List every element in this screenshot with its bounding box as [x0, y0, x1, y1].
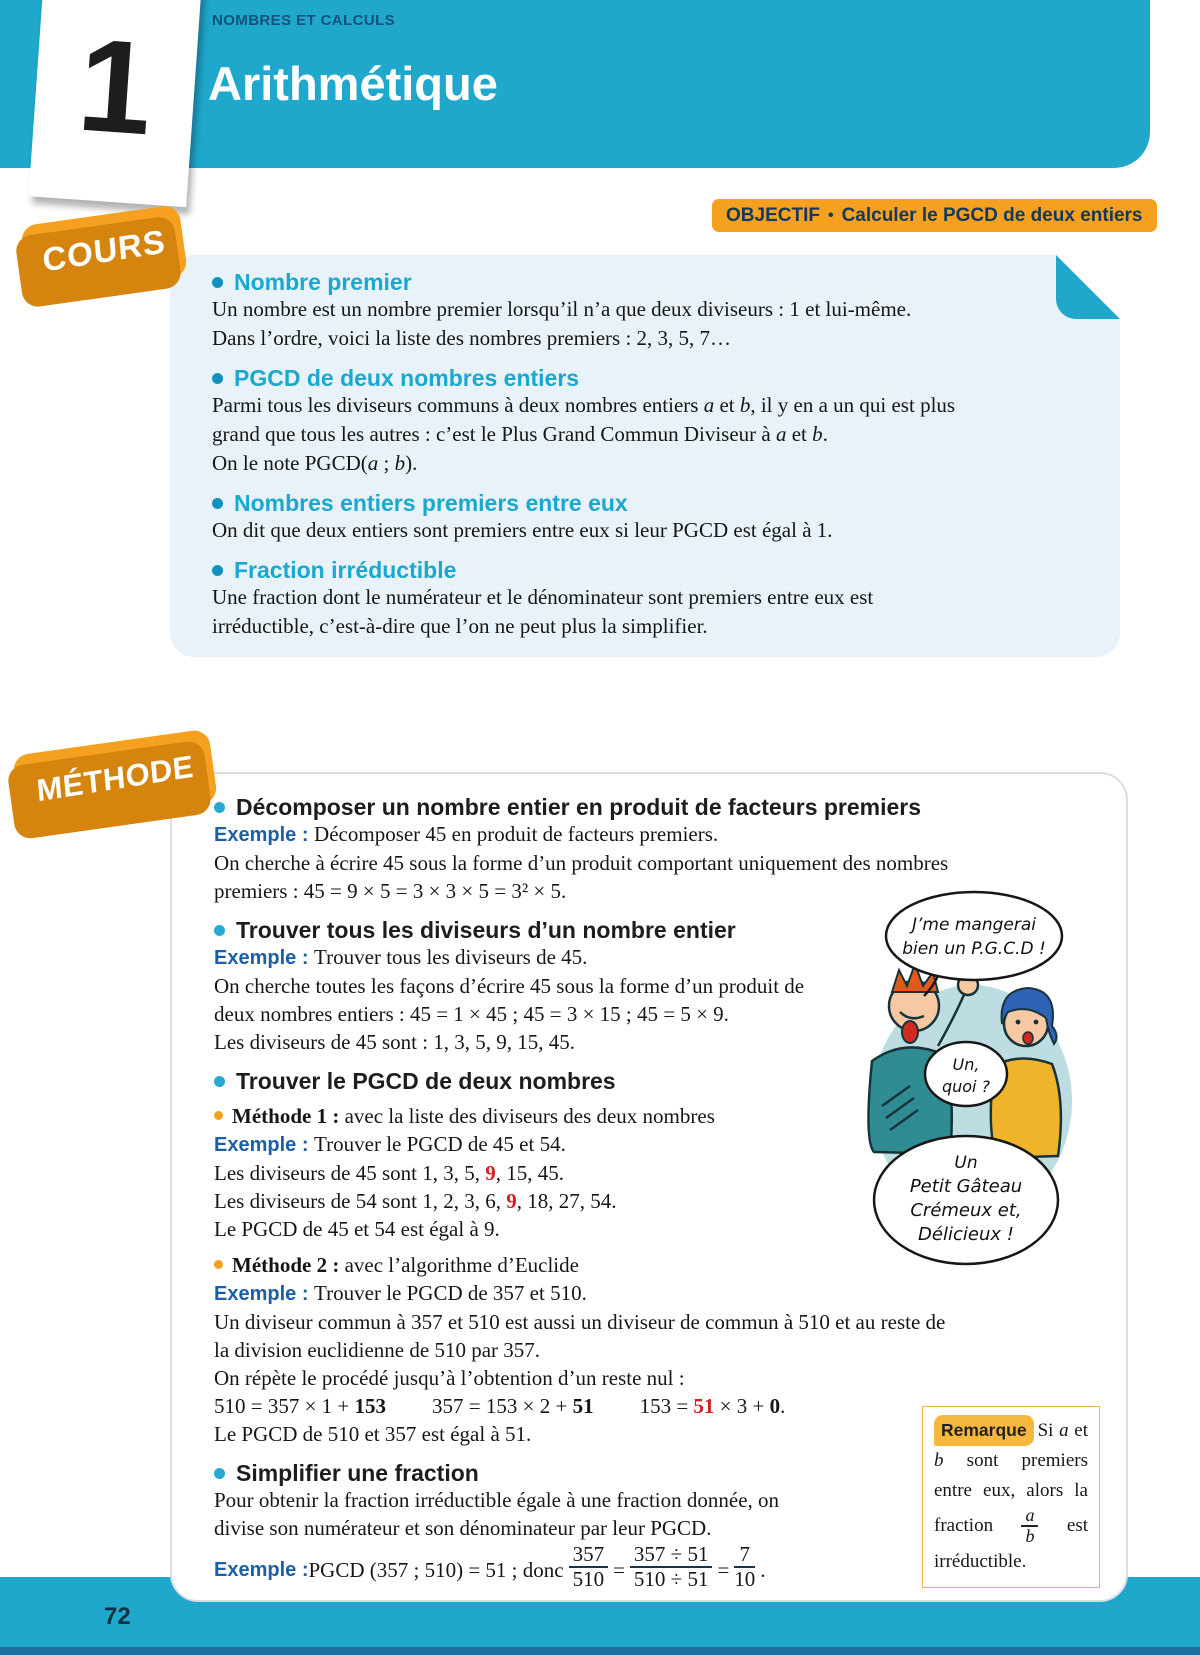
cours-section-heading: Nombres entiers premiers entre eux: [212, 490, 1084, 516]
bullet-separator-icon: •: [827, 206, 834, 224]
bullet-icon: [214, 802, 225, 813]
text-line: On le note PGCD(a ; b).: [212, 451, 418, 475]
text-line: On cherche à écrire 45 sous la forme d’un produit comportant uniquement des nombres: [214, 851, 949, 875]
cartoon-illustration: [852, 886, 1096, 1278]
methode-tab-label: MÉTHODE: [35, 748, 195, 809]
cours-section-heading: Nombre premier: [212, 269, 1084, 295]
speech-bubble-3-line-4: Délicieux !: [918, 1224, 1014, 1245]
example-line: Exemple : Décomposer 45 en produit de facteurs premiers.: [214, 822, 719, 846]
footer-edge-strip: [0, 1647, 1200, 1655]
category-label: NOMBRES ET CALCULS: [212, 12, 396, 29]
bullet-icon: [214, 1468, 225, 1479]
bullet-icon: [212, 277, 223, 288]
text-line: divise son numérateur et son dénominateur par leur PGCD.: [214, 1516, 712, 1540]
speech-bubble-2-line-1: Un,: [952, 1055, 980, 1074]
text-line: irréductible, c’est-à-dire que l’on ne peut plus la simplifier.: [212, 614, 708, 638]
cours-box: [170, 255, 1120, 657]
text-line: Un nombre est un nombre premier lorsqu’il n’a que deux diviseurs : 1 et lui-même.: [212, 297, 912, 321]
bullet-icon: [212, 373, 223, 384]
speech-bubble-2-line-2: quoi ?: [941, 1077, 991, 1096]
text-line: Une fraction dont le numérateur et le dénominateur sont premiers entre eux est: [212, 585, 874, 609]
text-line: Les diviseurs de 45 sont : 1, 3, 5, 9, 15, 45.: [214, 1030, 576, 1054]
text-line: On dit que deux entiers sont premiers entre eux si leur PGCD est égal à 1.: [212, 518, 833, 542]
objective-label: OBJECTIF: [726, 204, 820, 226]
bullet-icon: [214, 925, 225, 936]
text-line: premiers : 45 = 9 × 5 = 3 × 3 × 5 = 3² × 5.: [214, 879, 567, 903]
text-line: Le PGCD de 510 et 357 est égal à 51.: [214, 1422, 532, 1446]
speech-bubble-3-line-3: Crémeux et,: [910, 1200, 1022, 1221]
example-line: Exemple : Trouver tous les diviseurs de 45.: [214, 945, 588, 969]
text-line: grand que tous les autres : c’est le Plus Grand Commun Diviseur à a et b.: [212, 422, 828, 446]
chapter-number: 1: [73, 10, 158, 163]
cours-tab-badge: [20, 204, 188, 298]
methode-section-heading: Trouver le PGCD de deux nombres: [214, 1068, 1088, 1094]
objective-text: Calculer le PGCD de deux entiers: [841, 204, 1143, 226]
method-subheading: Méthode 1 : avec la liste des diviseurs des deux nombres: [214, 1102, 1088, 1130]
methode-section-heading: Décomposer un nombre entier en produit de facteurs premiers: [214, 794, 1088, 820]
example-line: Exemple : Trouver le PGCD de 357 et 510.: [214, 1281, 587, 1305]
text-line: Exemple : PGCD (357 ; 510) = 51 ; donc $\frac{357}{510}$ = $\frac{357 \div 51}{510 \div 51}$ = $\frac{7}{10}$ .: [214, 1542, 766, 1591]
speech-bubble-3: [874, 1136, 1058, 1264]
text-line: 510 = 357 × 1 + 153 357 = 153 × 2 + 51 153 = 51 × 3 + 0.: [214, 1394, 786, 1418]
example-line: Exemple : Trouver le PGCD de 45 et 54.: [214, 1132, 566, 1156]
cours-tab-label: COURS: [40, 222, 167, 279]
text-line: On cherche toutes les façons d’écrire 45 sous la forme d’un produit de: [214, 974, 805, 998]
text-line: la division euclidienne de 510 par 357.: [214, 1338, 541, 1362]
cours-section-heading: Fraction irréductible: [212, 557, 1084, 583]
speech-bubble-2: [925, 1042, 1007, 1106]
text-line: Les diviseurs de 45 sont 1, 3, 5, 9, 15, 45.: [214, 1161, 564, 1185]
remark-box: [922, 1406, 1100, 1588]
method-subheading: Méthode 2 : avec l’algorithme d’Euclide: [214, 1251, 1088, 1279]
chapter-number-card: [29, 0, 202, 207]
speech-bubble-3-line-2: Petit Gâteau: [909, 1176, 1023, 1197]
page-number: 72: [104, 1603, 131, 1630]
text-line: On répète le procédé jusqu’à l’obtention d’un reste nul :: [214, 1366, 685, 1390]
objective-badge: [712, 199, 1157, 232]
bullet-icon: [212, 498, 223, 509]
text-line: Les diviseurs de 54 sont 1, 2, 3, 6, 9, 18, 27, 54.: [214, 1189, 617, 1213]
page-title: Arithmétique: [208, 57, 498, 110]
methode-section-heading: Trouver tous les diviseurs d’un nombre entier: [214, 917, 1088, 943]
cours-sections: [212, 269, 1084, 641]
text-line: deux nombres entiers : 45 = 1 × 45 ; 45 = 3 × 15 ; 45 = 5 × 9.: [214, 1002, 729, 1026]
text-line: Parmi tous les diviseurs communs à deux nombres entiers a et b, il y en a un qui est plus: [212, 393, 956, 417]
bullet-icon: [214, 1076, 225, 1087]
text-line: Un diviseur commun à 357 et 510 est aussi un diviseur de commun à 510 et au reste de: [214, 1310, 946, 1334]
methode-section-heading: Simplifier une fraction: [214, 1460, 1088, 1486]
bullet-icon: [214, 1111, 223, 1120]
speech-bubble-1-line-1: J’me mangerai: [912, 915, 1036, 935]
remark-label: Remarque: [934, 1415, 1034, 1446]
speech-bubble-3-line-1: Un: [954, 1153, 978, 1173]
cours-section-heading: PGCD de deux nombres entiers: [212, 365, 1084, 391]
speech-bubble-1-line-2: bien un P.G.C.D !: [902, 939, 1046, 959]
text-line: Pour obtenir la fraction irréductible égale à une fraction donnée, on: [214, 1488, 780, 1512]
text-line: Dans l’ordre, voici la liste des nombres premiers : 2, 3, 5, 7…: [212, 326, 732, 350]
remark-text: Si a et b sont premiers entre eux, alors la fraction $\frac{a}{b}$ est irréductible.: [934, 1420, 1088, 1572]
bullet-icon: [214, 1260, 223, 1269]
methode-tab-badge: [12, 729, 218, 830]
bullet-icon: [212, 565, 223, 576]
text-line: Le PGCD de 45 et 54 est égal à 9.: [214, 1217, 500, 1241]
